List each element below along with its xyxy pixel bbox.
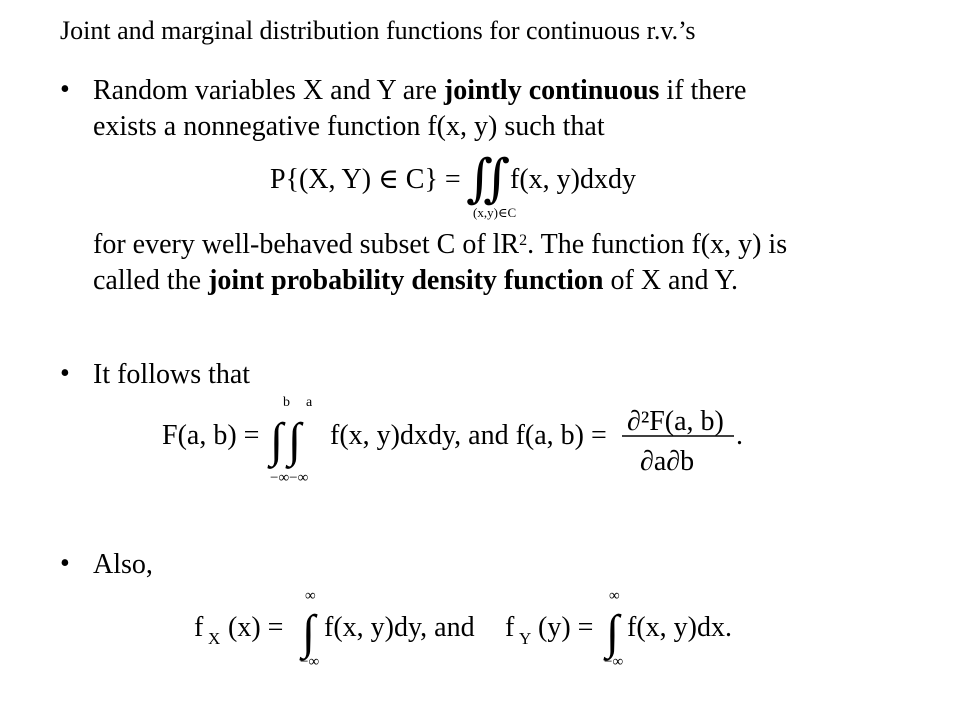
partial-denominator: ∂a∂b [640, 446, 695, 477]
eq2-argument: (y) = [538, 612, 594, 643]
bullet-1: • [60, 74, 70, 105]
equation-joint-probability [270, 150, 700, 222]
text-segment: Random variables X and Y are [93, 75, 444, 106]
eq-integrand: f(x, y)dxdy [510, 164, 636, 195]
upper-limit-inf-1: ∞ [305, 588, 316, 604]
eq-lhs: P{(X, Y) ∈ C} = [270, 164, 461, 195]
bullet-1-line-3 [93, 228, 787, 262]
text-segment: of X and Y. [603, 265, 739, 296]
partial-numerator: ∂²F(a, b) [627, 406, 724, 437]
eq1-subscript-x: X [208, 629, 221, 648]
integral-sign-outer: ∫ [270, 414, 284, 467]
eq1-argument: (x) = [228, 612, 284, 643]
eq1-f: f [194, 612, 204, 643]
text-segment: if there [659, 75, 747, 106]
text-segment: for every well-behaved subset C of lR [93, 229, 520, 260]
eq2-integrand: f(x, y)dx. [627, 612, 732, 643]
eq2-subscript-y: Y [519, 629, 532, 648]
lower-limits: −∞−∞ [270, 470, 309, 486]
upper-limit-inf-2: ∞ [609, 588, 620, 604]
eq-integrand: f(x, y)dxdy, and f(a, b) = [330, 420, 607, 451]
eq1-integrand: f(x, y)dy, and [324, 612, 475, 643]
upper-limit-a: a [306, 395, 313, 410]
bullet-3-text: Also, [93, 549, 153, 580]
bullet-1-line-1 [93, 74, 746, 108]
term-jointly-continuous: jointly continuous [443, 75, 660, 106]
integral-sign-2: ∫ [606, 606, 620, 659]
bullet-2: • [60, 358, 70, 389]
lower-limit-neg-inf-2: −∞ [604, 654, 624, 670]
text-segment: . The function f(x, y) is [527, 229, 788, 260]
text-segment: called the [93, 265, 209, 296]
integral-sign-inner: ∫ [288, 414, 302, 467]
equation-cdf-density [162, 390, 762, 490]
upper-limit-b: b [283, 395, 290, 410]
lower-limit-neg-inf-1: −∞ [300, 654, 320, 670]
bullet-1-line-2: exists a nonnegative function f(x, y) such that [93, 111, 605, 142]
page-title: Joint and marginal distribution functions for continuous r.v.’s [60, 16, 696, 45]
superscript: 2 [519, 232, 528, 249]
bullet-1-line-4 [93, 264, 738, 298]
eq2-f: f [505, 612, 515, 643]
integral-sign-1: ∫ [302, 606, 316, 659]
double-integral-sign: ∬ [466, 151, 511, 208]
eq-subscript-region: (x,y)∈C [473, 205, 517, 220]
bullet-2-text: It follows that [93, 359, 251, 390]
equation-marginal-densities [194, 586, 754, 670]
eq-lhs: F(a, b) = [162, 420, 260, 451]
eq-period: . [736, 420, 743, 451]
term-joint-pdf: joint probability density function [208, 265, 604, 296]
bullet-3: • [60, 548, 70, 579]
